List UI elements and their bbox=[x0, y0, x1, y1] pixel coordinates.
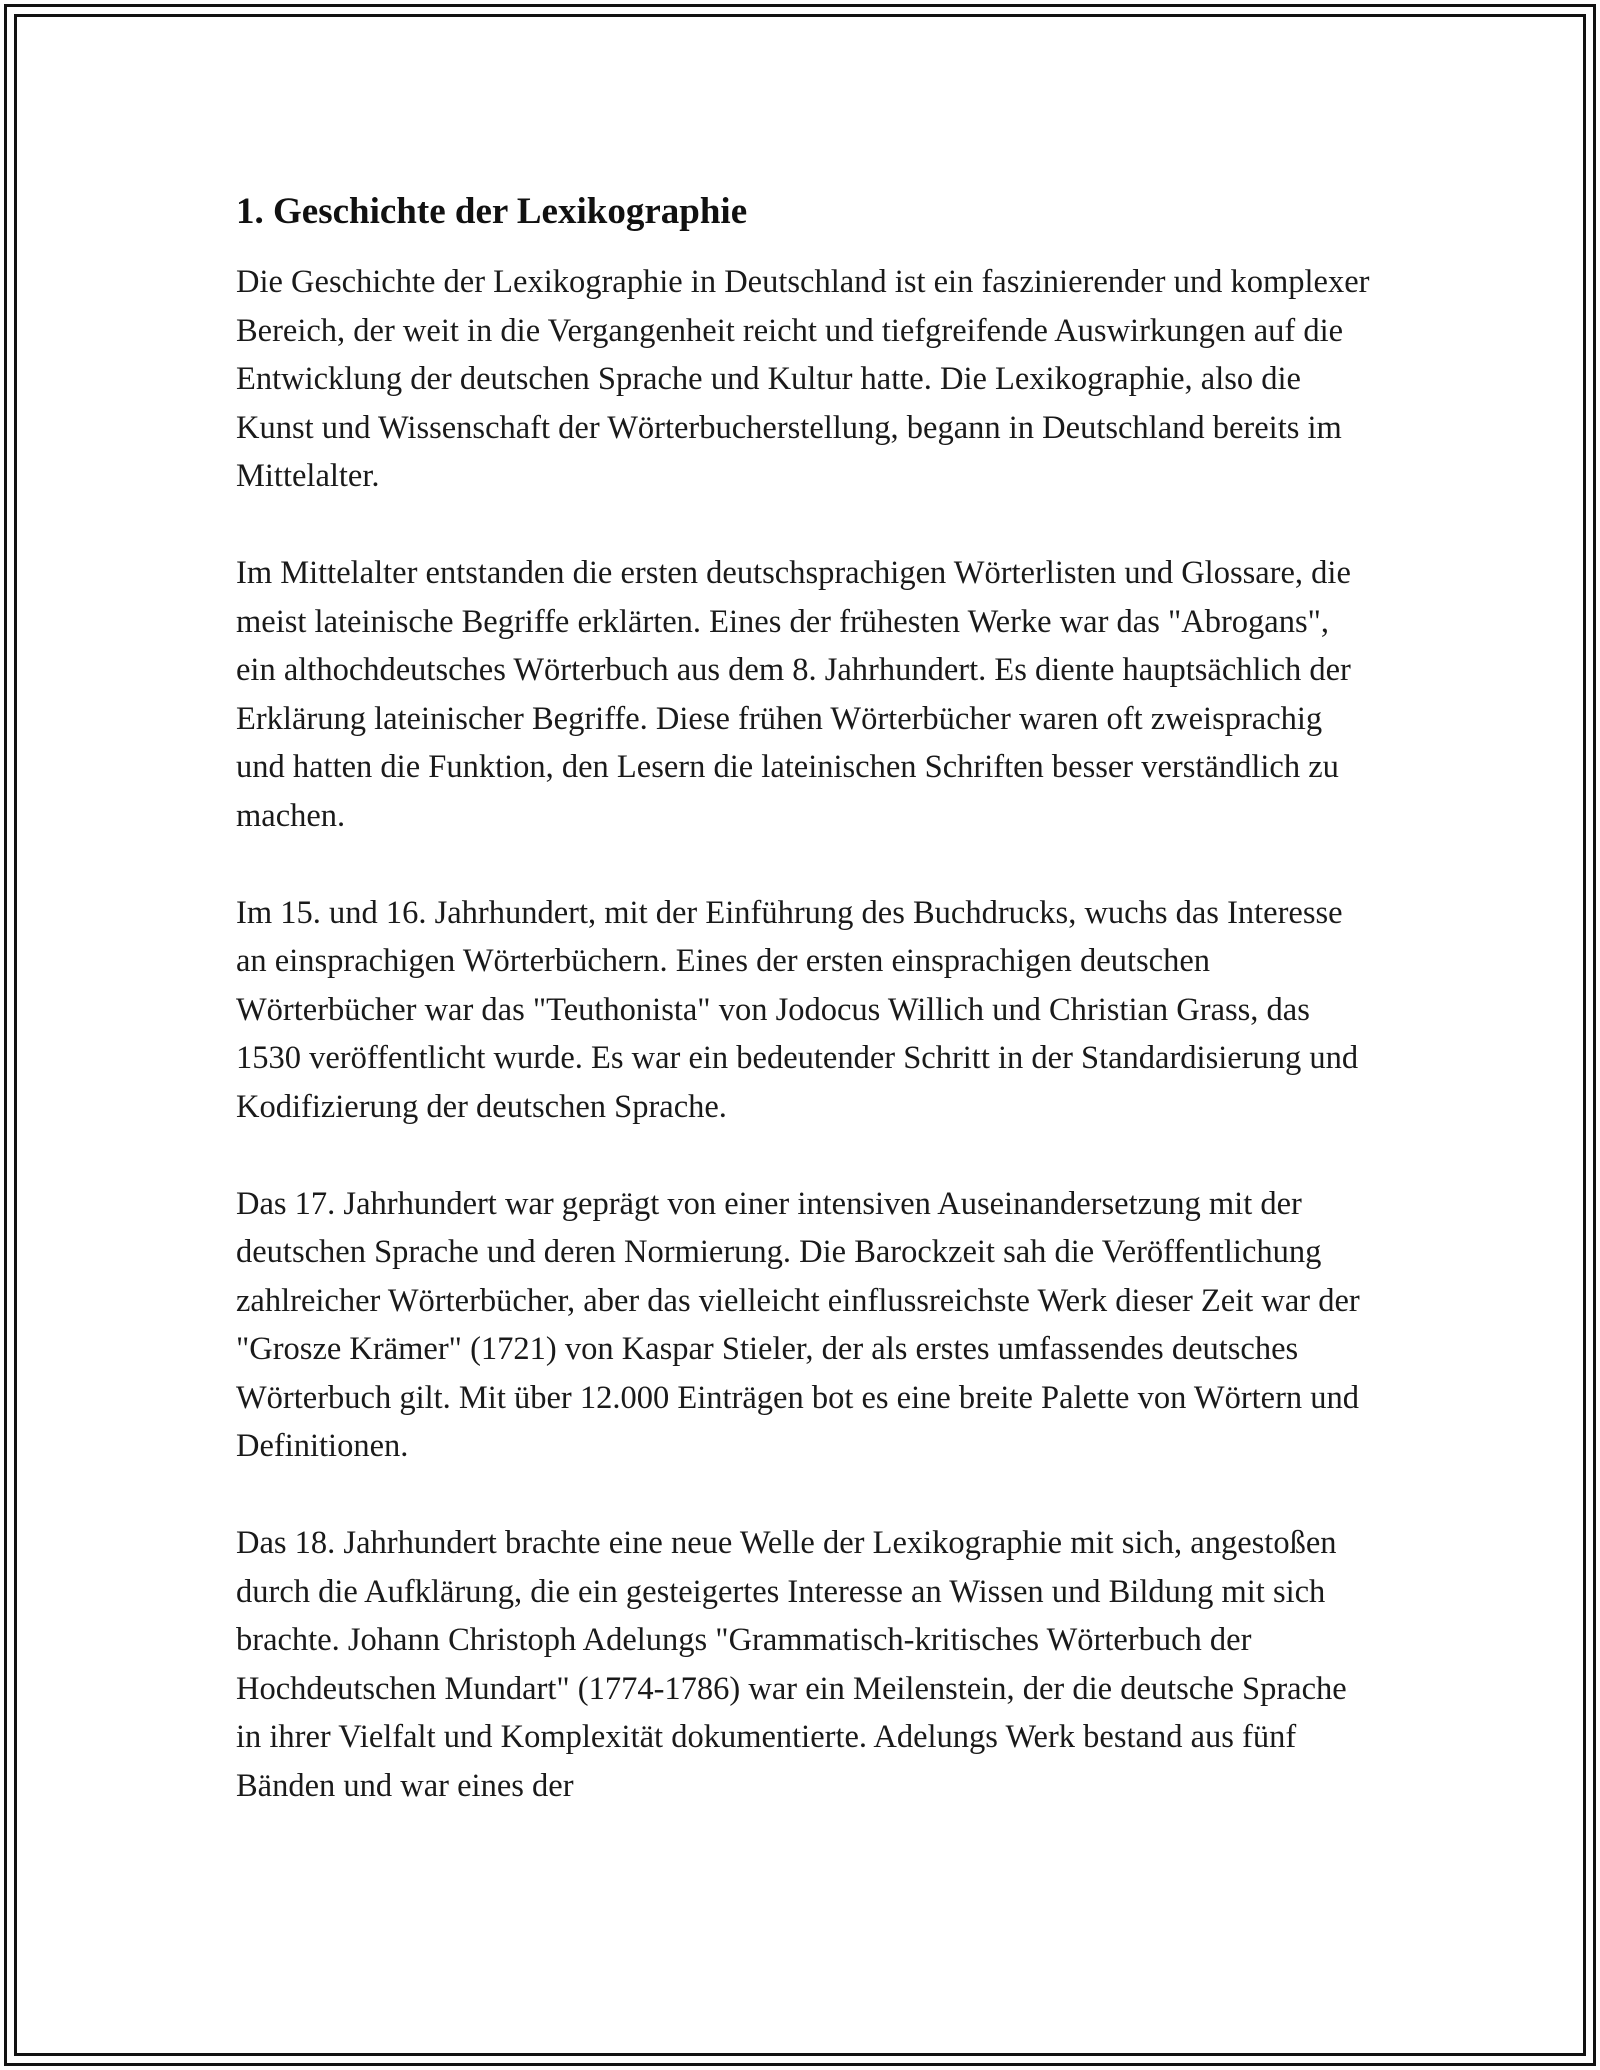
section-title: 1. Geschichte der Lexikographie bbox=[236, 191, 748, 232]
paragraph-3: Im 15. und 16. Jahrhundert, mit der Einführung des Buchdrucks, wuchs das Interesse an einsprachigen Wörterbüchern. Eines der ersten einsprachigen deutschen Wörterbücher war das "Teuthonista" von Jodocus Willich und Christian Grass, das 1530 veröffentlicht wurde. Es war ein bedeutender Schritt in der Standardisierung und Kodifizierung der deutschen Sprache. bbox=[236, 894, 1359, 1125]
paragraph-1: Die Geschichte der Lexikographie in Deutschland ist ein faszinierender und komplexer Bereich, der weit in die Vergangenheit reicht und tiefgreifende Auswirkungen auf die Entwicklung der deutschen Sprache und Kultur hatte. Die Lexikographie, also die Kunst und Wissenschaft der Wörterbucherstellung, begann in Deutschland bereits im Mittelalter. bbox=[236, 264, 1370, 494]
document-body bbox=[236, 188, 1376, 1859]
paragraph-5: Das 18. Jahrhundert brachte eine neue Welle der Lexikographie mit sich, angestoßen durch die Aufklärung, die ein gesteigertes Interesse an Wissen und Bildung mit sich brachte. Johann Christoph Adelungs "Grammatisch-kritisches Wörterbuch der Hochdeutschen Mundart" (1774-1786) war ein Meilenstein, der die deutsche Sprache in ihrer Vielfalt und Komplexität dokumentierte. Adelungs Werk bestand aus fünf Bänden und war eines der bbox=[236, 1525, 1347, 1804]
paragraph-2: Im Mittelalter entstanden die ersten deutschsprachigen Wörterlisten und Glossare, die meist lateinische Begriffe erklärten. Eines der frühesten Werke war das "Abrogans", ein althochdeutsches Wörterbuch aus dem 8. Jahrhundert. Es diente hauptsächlich der Erklärung lateinischer Begriffe. Diese frühen Wörterbücher waren oft zweisprachig und hatten die Funktion, den Lesern die lateinischen Schriften besser verständlich zu machen. bbox=[236, 555, 1351, 834]
paragraph-4: Das 17. Jahrhundert war geprägt von einer intensiven Auseinandersetzung mit der deutschen Sprache und deren Normierung. Die Barockzeit sah die Veröffentlichung zahlreicher Wörterbücher, aber das vielleicht einflussreichste Werk dieser Zeit war der "Grosze Krämer" (1721) von Kaspar Stieler, der als erstes umfassendes deutsches Wörterbuch gilt. Mit über 12.000 Einträgen bot es eine breite Palette von Wörtern und Definitionen. bbox=[236, 1185, 1360, 1464]
